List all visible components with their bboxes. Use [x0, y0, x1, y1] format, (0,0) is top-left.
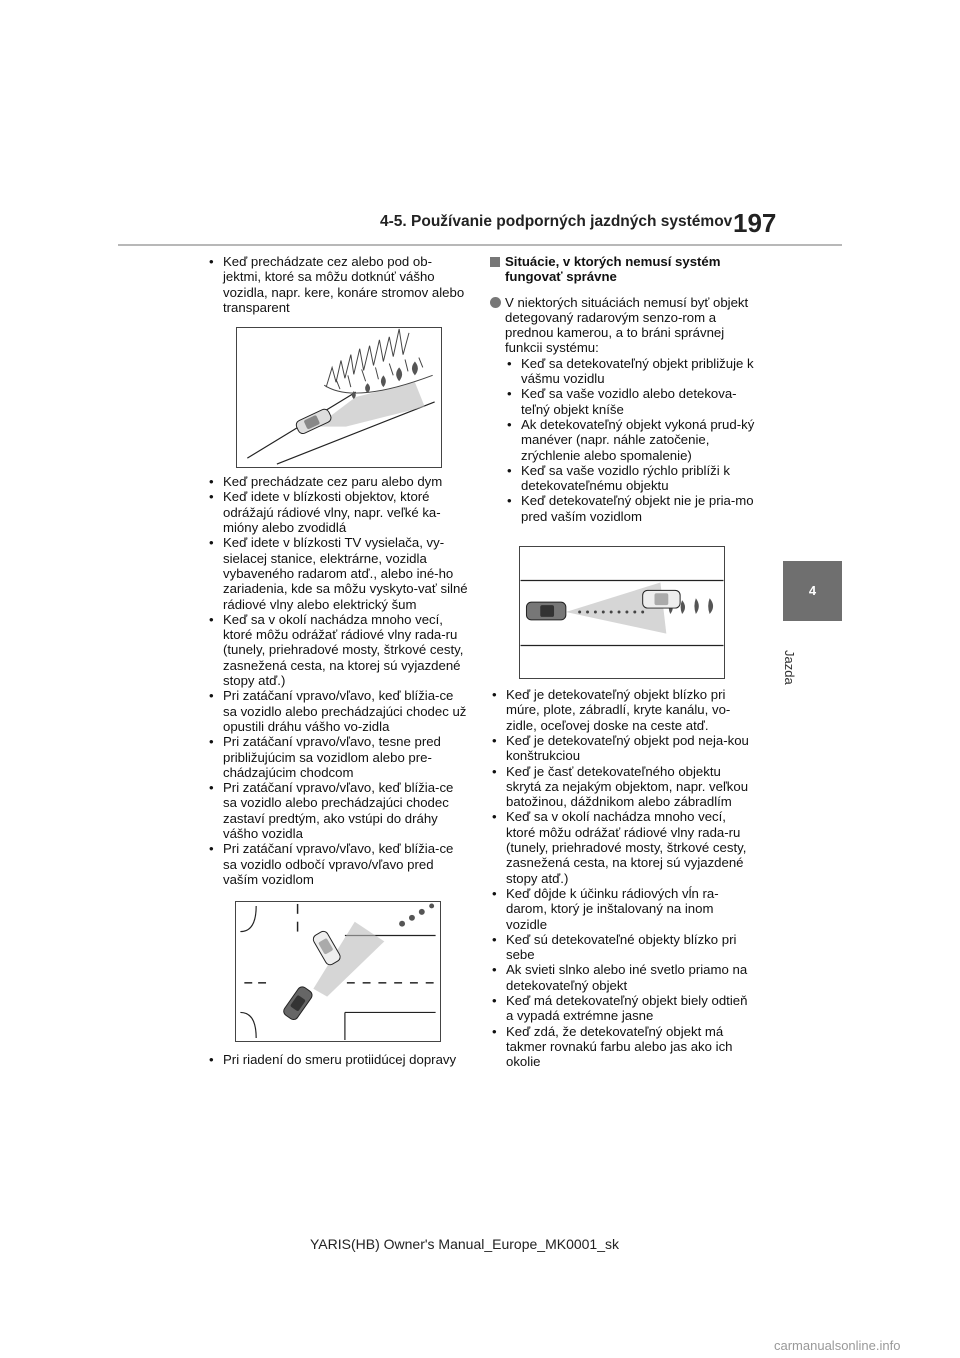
list-item: • Keď zdá, že detekovateľný objekt má takmer rovnakú farbu alebo jas ako ich okolie: [490, 1024, 758, 1070]
list-item: • Keď je detekovateľný objekt pod neja-kou konštrukciou: [490, 733, 758, 764]
right-bullet-list-2: [490, 687, 758, 1069]
list-item: • Keď detekovateľný objekt nie je pria-mo pred vaším vozidlom: [490, 493, 758, 524]
right-column: [490, 254, 758, 1069]
circle-paragraph: [490, 295, 758, 524]
header-rule: [118, 244, 842, 246]
watermark[interactable]: carmanualsonline.info: [774, 1338, 901, 1353]
intro-bullet-list: [207, 254, 469, 315]
list-item: • Keď je detekovateľný objekt blízko pri múre, plote, zábradlí, kryte kanálu, vo-zidle, oceľovej doske na ceste atď.: [490, 687, 758, 733]
list-item: • Ak svieti slnko alebo iné svetlo priamo na detekovateľný objekt: [490, 962, 758, 993]
list-item: • Ak detekovateľný objekt vykoná prud-ký manéver (napr. náhle zatočenie, zrýchlenie alebo spomalenie): [490, 417, 758, 463]
list-item: • Keď sa vaše vozidlo rýchlo priblíži k detekovateľnému objektu: [490, 463, 758, 494]
chapter-name: Jazda: [782, 650, 797, 685]
list-item: • Keď má detekovateľný objekt biely odtieň a vypadá extrémne jasne: [490, 993, 758, 1024]
square-marker-icon: [490, 257, 500, 267]
section-header-title: 4-5. Používanie podporných jazdných systémov: [380, 213, 733, 230]
list-item: • Keď sa v okolí nachádza mnoho vecí, ktoré môžu odrážať rádiové vlny rada-ru (tunely, priehradové mosty, štrkové cesty, zasnežená cesta, na ktorej sú vyjazdené stopy atď.): [207, 612, 469, 688]
list-item: • Keď prechádzate cez alebo pod ob-jektmi, ktoré sa môžu dotknúť vášho vozidla, napr. kere, konáre stromov alebo transparent: [207, 254, 469, 315]
list-item: • Keď sa v okolí nachádza mnoho vecí, ktoré môžu odrážať rádiové vlny rada-ru (tunely, priehradové mosty, štrkové cesty, zasnežená cesta, na ktorej sú vyjazdené stopy atď.): [490, 809, 758, 885]
figure-offset-vehicle: [519, 546, 725, 679]
offset-vehicle-illustration: [520, 547, 724, 678]
list-item: • Pri zatáčaní vpravo/vľavo, tesne pred približujúcim sa vozidlom alebo pre-chádzajúcim chodcom: [207, 734, 469, 780]
list-item: • Keď sa detekovateľný objekt približuje k vášmu vozidlu: [490, 356, 758, 387]
chapter-tab: 4: [783, 561, 842, 621]
list-item: • Pri riadení do smeru protiidúcej dopravy: [207, 1052, 469, 1067]
foliage-illustration: [237, 328, 441, 467]
page-number: 197: [733, 208, 777, 238]
figure-intersection-turn: [235, 901, 441, 1042]
paragraph-text: V niektorých situáciách nemusí byť objekt detegovaný radarovým senzo-rom a prednou kamerou, a to bráni správnej funkcii systému:: [505, 294, 749, 356]
list-item: • Keď idete v blízkosti objektov, ktoré odrážajú rádiové vlny, napr. veľké ka-mióny alebo zvodidlá: [207, 489, 469, 535]
section-heading-text: Situácie, v ktorých nemusí systém fungovať správne: [505, 254, 721, 285]
list-item: • Keď idete v blízkosti TV vysielača, vy-sielacej stanice, elektrárne, vozidla vybaveného radarom atď., alebo iné-ho zariadenia, kde sa môžu vyskyto-vať silné rádiové vlny alebo elektrický šum: [207, 535, 469, 611]
list-item: • Keď dôjde k účinku rádiových vĺn ra-darom, ktorý je inštalovaný na inom vozidle: [490, 886, 758, 932]
list-item: • Keď sú detekovateľné objekty blízko pri sebe: [490, 932, 758, 963]
footer-manual-id: YARIS(HB) Owner's Manual_Europe_MK0001_sk: [310, 1236, 619, 1252]
list-item: • Keď sa vaše vozidlo alebo detekova-teľný objekt kníše: [490, 386, 758, 417]
left-column: [207, 254, 469, 1068]
section-heading: [490, 254, 758, 285]
list-item: • Keď je časť detekovateľného objektu skrytá za nejakým objektom, napr. veľkou batožinou, dáždnikom alebo zábradlím: [490, 764, 758, 810]
list-item: • Keď prechádzate cez paru alebo dym: [207, 474, 469, 489]
intersection-illustration: [236, 902, 440, 1041]
list-item: • Pri zatáčaní vpravo/vľavo, keď blížia-ce sa vozidlo odbočí vpravo/vľavo pred vaším vozidlom: [207, 841, 469, 887]
figure-foliage-overhead: [236, 327, 442, 468]
left-bullet-list: [207, 474, 469, 887]
list-item: • Pri zatáčaní vpravo/vľavo, keď blížia-ce sa vozidlo alebo prechádzajúci chodec zastaví predtým, ako vstúpi do dráhy vášho vozidla: [207, 780, 469, 841]
final-bullet-list: [207, 1052, 469, 1067]
right-bullet-list: [505, 356, 758, 524]
list-item: • Pri zatáčaní vpravo/vľavo, keď blížia-ce sa vozidlo alebo prechádzajúci chodec už opustili dráhu vášho vo-zidla: [207, 688, 469, 734]
circle-marker-icon: [490, 297, 501, 308]
